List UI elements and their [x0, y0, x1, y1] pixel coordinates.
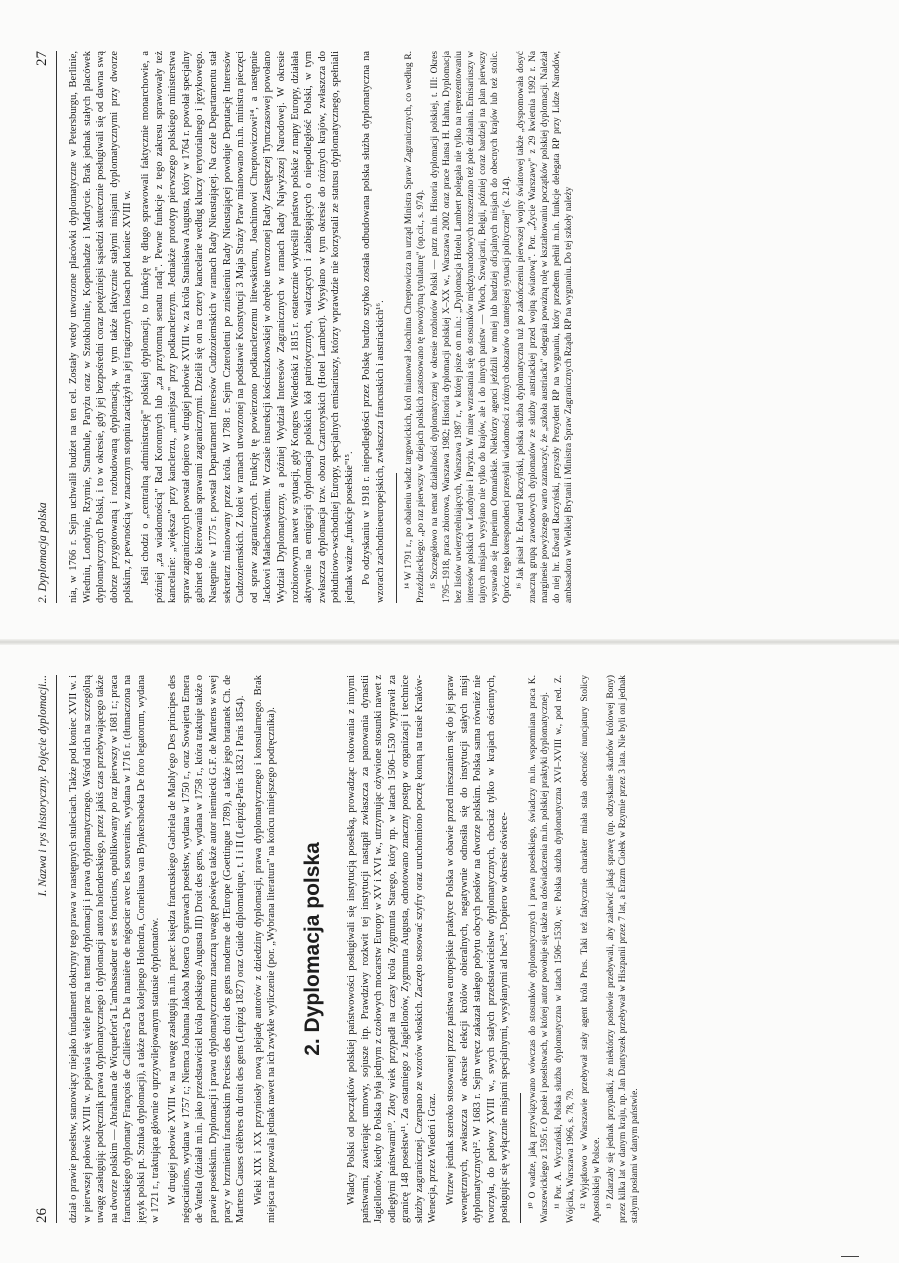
body-paragraph: nia, w 1766 r. Sejm uchwalił budżet na ten cel. Zostały wtedy utworzone placówki dyplomatyczne w Petersburgu, Berlinie, Wiedniu, Londynie, Rzymie, Stambule, Paryżu oraz w Sztokholmie, Kopenhadze i Madrycie. Brak jednak stałych placówek dyplomatycznych Polski, i to w okresie, gdy jej bezpośredni coraz potężniejsi sąsiedzi skutecznie posługiwali się od dawna swą dobrze przygotowaną i rozbudowaną dyplomacją, w tym także faktycznie stałymi misjami dyplomatycznymi przy dworze polskim, z pewnością w znacznym stopniu zaciążył na jej tragicznych losach pod koniec XVIII w.: [68, 51, 134, 603]
body-paragraph: Władcy Polski od początków polskiej państwowości posługiwali się instytucją posełską, prowadząc rokowania z innymi państwami, zawierając umowy, sojusze itp. Prawdziwy rozkwit tej instytucji nastąpił zwłaszcza za panowania dynastii Jagiellonów, kiedy to Polska była jednym z czołowych mocarstw Europy w XV i XVI w., utrzymując ożywione stosunki nawet z odległymi państwami¹⁰. Złoty wiek przypadł na czasy króla Zygmunta Starego, który np. w latach 1506–1530 wyprawił za granicę 148 posełstw¹¹. Za ostatniego z Jagiellonów, Zygmunta Augusta, odnotowano znaczny postęp w organizacji i technice służby zagranicznej. Czerpano ze wzorów włoskich. Zaczęto stosować szyfry oraz uruchomiono pocztę konną na trasie Kraków-Wenecja, przez Wiedeń i Graz.: [345, 675, 439, 1223]
body-paragraph: W drugiej połowie XVIII w. na uwagę zasługują m.in. prace: księdza francuskiego Gabriela de Mably'ego Des principes des négociations, wydana w 1757 r.; Niemca Johanna Jakoba Mosera O sprawach posełstw, wydana w 1750 r., oraz Sowajerta Emera de Vattela (działał m.in. jako przedstawiciel króla polskiego Augusta III) Droit des gens, wydana w 1758 r., która traktuje także o prawie posełskim. Dyplomacji i prawu dyplomatycznemu znaczną uwagę poświęca także autor niemiecki G.F. de Martens w swej pracy w brzmieniu francuskim Precises des droit des gens moderne de l'Europe (Goettingue 1789), a także jego bratanek Ch. de Martens Causes célèbres du droit des gens (Leipzig 1827) oraz Guide diplomatique, t. I i II (Leipzig-Paris 1832 i Paris 1854).: [167, 675, 247, 1223]
footnote: ¹⁵ Szczegółowo na temat działalności dyplomatycznej w okresie rozbiorów Polski — patrz m.in. Historia dyplomacji polskiej, t. III: Okres 1795–1918, praca zbiorowa, Warszawa 1982; Historia dyplomacji polskiej X–XX w., Warszawa 2002 oraz prace Hansa H. Hahna, Dyplomacja bez listów uwierzytelniających, Warszawa 1987 r., w której pisze on m.in.: „Dyplomacja Hotelu Lambert polegała nie tylko na reprezentowaniu interesów polskich w Londynie i Paryżu. W miarę wzrastania się do stosunków międzynarodowych rozszerzano też pole działania. Emisariuszy w tajnych misjach wysyłano nie tylko do krajów, ale i do innych państw — Włoch, Szwajcarii, Belgii, później coraz bardziej na plan pierwszy wysuwało się Imperium Otomańskie. Niektórzy agenci jeździli w mniej lub bardziej oficjalnych misjach do obecnych krajów lub też stolic. Oprócz tego korespondenci przesyłali wiadomości z różnych obszarów o tamtejszej sytuacji politycznej" (s. 214).: [429, 51, 512, 603]
right-running-head: [34, 51, 51, 603]
left-running-title: I. Nazwa i rys historyczny. Pojęcie dyplomacji...: [37, 675, 49, 897]
footnote: ¹³ Zdarzały się jednak przypadki, że niektórzy posłowie przebywali, aby załatwić jakąś sprawę (np. odzyskanie skarbów królowej Bony) przez kilka lat w danym kraju, np. Jan Dantyszek przebywał w Hiszpanii przez 7 lat, a Erazm Ciołek w Rzymie przez 3 lata. Nie byli oni jednak stałymi posłami w danym państwie.: [606, 675, 641, 1223]
right-page: [0, 31, 899, 631]
body-paragraph: Wtrzew jednak szeroko stosowanej przez państwa europejskie praktyce Polska w obawie przed mieszaniem się do jej spraw wewnętrznych, zwłaszcza w okresie elekcji królów obieralnych, negatywnie odnosiła się do instytucji stałych misji dyplomatycznych¹². W 1683 r. Sejm wręcz zakazał stałego pobytu obcych posłów na dworze polskim. Polska sama również nie tworzyła, do połowy XVIII w., swych stałych przedstawicielstw dyplomatycznych, chociaż tylko w krajach ościennych, posługując się wyłącznie misjami specjalnymi, wysyłanymi ad hoc¹³. Dopiero w okresie oświece-: [445, 675, 511, 1223]
footnote-rule: [396, 473, 397, 603]
right-page-number: 27: [34, 51, 50, 66]
right-header-rule: [56, 51, 57, 603]
footnote: ¹⁴ W 1791 r., po obaleniu władz targowickich, król mianował Joachima Chreptowicza na urząd Ministra Spraw Zagranicznych, co według R. Przeździeckiego: „po raz pierwszy w dziejach polskich zastosowano tę nowożytną tytulaturę" (op.cit., s. 974).: [403, 51, 426, 603]
footnote: ¹⁰ O wadze, jaką przywiązywano wówczas do stosunków dyplomatycznych i prawa posełskiego, świadczy m.in. wspomniana praca K. Warszewickiego z 1595 r. O posłe i poselstwach, w której autor powołuje się także na doświadczenia m.in. polskiej praktyki dyplomatycznej.: [528, 675, 551, 1223]
footnote: ¹¹ Por. A. Wyczański, Polska służba dyplomatyczna w latach 1506–1530, w: Polska służba dyplomatyczna XVI–XVIII w., pod red. Z. Wójcika, Warszawa 1966, s. 78, 79.: [554, 675, 577, 1223]
right-running-title: 2. Dyplomacja polska: [37, 502, 49, 603]
left-page-number: 26: [34, 1208, 50, 1223]
footnote: ¹² Wyjątkowo w Warszawie przebywał stały agent króla Prus. Taki też faktycznie charakter miała stała obecność nuncjatury Stolicy Apostolskiej w Polsce.: [580, 675, 603, 1223]
body-paragraph: Wieki XIX i XX przyniosły nową plejadę autorów z dziedziny dyplomacji, prawa dyplomatycznego i konsularnego. Brak miejsca nie pozwala jednak nawet na ich zwykłe wyliczenie (por. „Wybrana literatura" na końcu niniejszego podręcznika).: [252, 675, 278, 1223]
body-paragraph: Po odzyskaniu w 1918 r. niepodległości przez Polskę bardzo szybko została odbudowana polska służba dyplomatyczna na wzorach zachodnioeuropejskich, zwłaszcza francuskich i austriackich¹⁶.: [361, 51, 387, 603]
section-heading: 2. Dyplomacja polska: [300, 842, 324, 1056]
scan-edge-mark: [841, 1256, 859, 1257]
body-paragraph: Jeśli chodzi o „centralną administrację" polskiej dyplomacji, to funkcję tę długo sprawowali faktycznie monarchowie, a później „za wiadomością" Rad Koronnych lub „za przytomną senatu radą". Pewne funkcje z tego zakresu sprawowały też kancelarie: „większa" przy kanclerzu, „mniejsza" przy podkanclerzym. Jednakże prototyp pierwszego polskiego ministerstwa spraw zagranicznych powstał dopiero w drugiej połowie XVIII w. za króla Stanisława Augusta, który w 1764 r. powołał specjalny gabinet do kierowania sprawami zagranicznymi. Dzielił się on na cztery kancelarie według kluczy terytorialnego i językowego. Następnie w 1775 r. powstał Departament Interesów Cudzoziemskich w ramach Rady Nieustającej. Na czele Departamentu stał sekretarz mianowany przez króla. W 1788 r. Sejm Czteroletni po zniesieniu Rady Nieustającej powołuje Deputację Interesów Cudzoziemskich. Z kolei w ramach utworzonej na podstawie Konstytucji 3 Maja Straży Praw mianowano m.in. ministra pieczęci od spraw zagranicznych. Funkcję tę powierzono podkanclerzemu litewskiemu, Joachimowi Chreptowiczowi¹⁴, a następnie Jackowi Małachowskiemu. W czasie insurekcji kościuszkowskiej w obrębie utworzonej Rady Zastępczej Tymczasowej powołano Wydział Dyplomatyczny, a później Wydział Interesów Zagranicznych w ramach Rady Najwyższej Narodowej. W okresie rozbiorowym nawet w sytuacji, gdy Kongres Wiedeński z 1815 r. ostatecznie wykreślił państwo polskie z mapy Europy, działała aktywnie na emigracji dyplomacja polskich kół patriotycznych, walczących i zabiegających o niepodległość Polski, w tym zwłaszcza dyplomacja tzw. obozu Czartoryskich (Hotel Lambert). Wysyłano w tym okresie do różnych krajów, zwłaszcza do południowo-wschodniej Europy, specjalnych emisariuszy, którzy wprawdzie nie korzystali ze statusu dyplomatycznego, spełniali jednak ważne „funkcje posełskie"¹⁵.: [139, 51, 355, 603]
body-paragraph: dział o prawie posełstw, stanowiący niejako fundament doktryny tego prawa w następnych stuleciach. Także pod koniec XVII w. i w pierwszej połowie XVIII w. pojawia się wiele prac na temat dyplomacji i prawa dyplomatycznego. Wśród nich na szczególną uwagę zasługują: podręcznik prawa dyplomatycznego i dyplomacji autora holenderskiego, przez jakiś czas przebywającego także na dworze polskim — Abrahama de Wicquefort'a L'ambassadeur et ses fonctions, opublikowany po raz pierwszy w 1681 r.; praca francuskiego dyplomaty François de Callières'a De la manière de négocier avec les souverains, wydana w 1716 r. (tłumaczona na język polski pt. Sztuka dyplomacji), a także praca kolejnego Holendra, Corneliusa van Bynkershoeka De foro legatorum, wydana w 1721 r., traktująca głównie o uprzywilejowanym statusie dyplomatów.: [68, 675, 161, 1223]
left-header-rule: [56, 675, 57, 1223]
footnote-rule: [520, 1093, 521, 1223]
footnote: ¹⁶ Jak pisał Ir. Edward Raczyński, polska służba dyplomatyczna tuż po zakończeniu pierwszej wojny światowej także „dyspomowała dosyć znaczną grupą zawodowych dyplomatów ze służby austriackiej przed wojną światową". Por. „Życie Warszawy" z 29 kwietnia 1992 r. Na marginesie powyższego warto zaznaczyć, że „szkoła austriacka" odegrała poważną rolę w kształtowaniu początków polskiej dyplomacji. Należał do niej hr. Edward Raczyński, przyszły Prezydent RP na wygnaniu, który przedtem pełnił m.in. funkcje delegata RP przy Lidze Narodów, ambasadora w Wielkiej Brytanii i Ministra Spraw Zagranicznych Rządu RP na wygnaniu. Do tej szkoły należy: [515, 51, 574, 603]
left-page: [0, 653, 899, 1253]
book-gutter: [0, 639, 899, 645]
left-running-head: [34, 675, 51, 1223]
